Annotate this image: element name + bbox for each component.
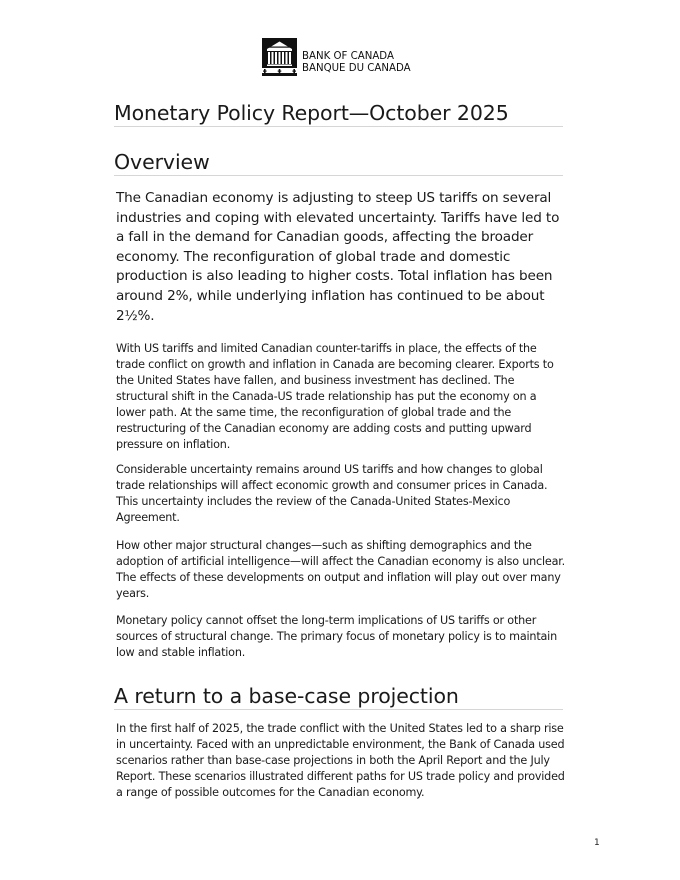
section-heading-base-case: A return to a base-case projection [114,683,563,710]
page-number: 1 [594,838,600,848]
body-paragraph: Considerable uncertainty remains around US tariffs and how changes to global trade relationships will affect economic growth and consumer prices in Canada. This uncertainty includes the review of the Canada-United States-Mexico Agreement. [116,463,548,524]
logo-line-french: BANQUE DU CANADA [302,63,411,74]
body-paragraph: With US tariffs and limited Canadian counter-tariffs in place, the effects of the trade conflict on growth and inflation in Canada are becoming clearer. Exports to the United States have fallen, and business investment has declined. The structural shift in the Canada-US trade relationship has put the economy on a lower path. At the same time, the reconfiguration of global trade and the restructuring of the Canadian economy are adding costs and putting upward pressure on inflation. [116,342,554,451]
section-heading-overview: Overview [114,149,563,176]
body-paragraph: In the first half of 2025, the trade conflict with the United States led to a sharp rise in uncertainty. Faced with an unpredictable environment, the Bank of Canada used scenarios rather than base-case projections in both the April Report and the July Report. These scenarios illustrated different paths for US trade policy and provided a range of possible outcomes for the Canadian economy. [116,722,565,799]
bank-building-icon [262,38,297,76]
lead-paragraph: The Canadian economy is adjusting to steep US tariffs on several industries and coping with elevated uncertainty. Tariffs have led to a fall in the demand for Canadian goods, affecting the broader economy. The reconfiguration of global trade and domestic production is also leading to higher costs. Total inflation has been around 2%, while underlying inflation has continued to be about 2½%. [116,190,560,324]
page-title: Monetary Policy Report—October 2025 [114,100,563,127]
logo-wordmark [302,51,411,75]
bank-of-canada-logo [262,38,411,76]
logo-line-english: BANK OF CANADA [302,51,394,62]
body-paragraph: Monetary policy cannot offset the long-term implications of US tariffs or other sources of structural change. The primary focus of monetary policy is to maintain low and stable inflation. [116,614,557,659]
body-paragraph: How other major structural changes—such as shifting demographics and the adoption of artificial intelligence—will affect the Canadian economy is also unclear. The effects of these developments on output and inflation will play out over many years. [116,539,565,600]
